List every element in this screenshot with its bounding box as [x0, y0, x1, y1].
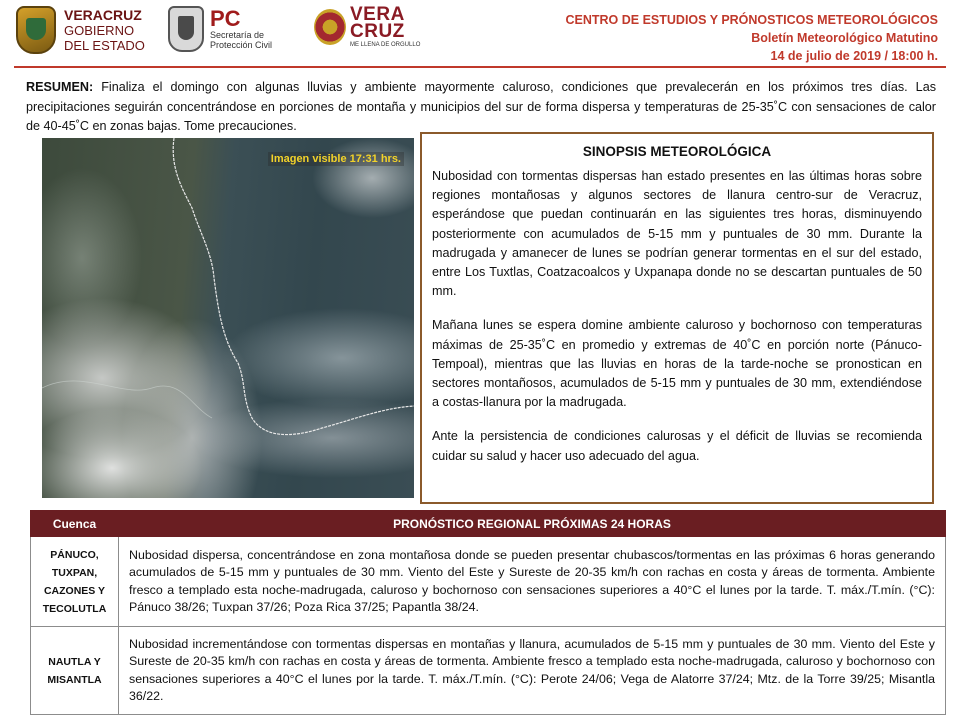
logo1-line1: VERACRUZ	[64, 6, 142, 23]
center-title: CENTRO DE ESTUDIOS Y PRÓNOSTICOS METEOROLÓGICOS	[565, 13, 938, 27]
summary-paragraph	[26, 78, 936, 137]
regional-forecast-table	[30, 510, 946, 715]
civil-protection-logo	[168, 6, 272, 52]
bulletin-subtitle: Boletín Meteorológico Matutino	[751, 31, 938, 45]
header-forecast: PRONÓSTICO REGIONAL PRÓXIMAS 24 HORAS	[119, 511, 946, 537]
synopsis-box	[420, 132, 934, 504]
veracruz-brand-mark-icon	[314, 9, 346, 45]
synopsis-paragraph-3: Ante la persistencia de condiciones calurosas y el déficit de lluvias se recomienda cuidar su salud y hacer uso adecuado del agua.	[432, 429, 922, 463]
synopsis-paragraph-1: Nubosidad con tormentas dispersas han estado presentes en las últimas horas sobre regiones montañosas y algunos sectores de llanura centro-sur de Veracruz, esperándose que puedan continuarán en las siguientes tres horas, disminuyendo posteriormente con acumulados de 5-15 mm y puntuales de 30 mm. Durante la madrugada y amanecer de lunes se podrían generar tormentas en el sur del estado, entre Los Tuxtlas, Coatzacoalcos y Uxpanapa donde no se descartan puntuales de 50 mm.	[432, 169, 922, 299]
synopsis-paragraph-2: Mañana lunes se espera domine ambiente caluroso y bochornoso con temperaturas máximas de 25-35˚C en promedio y extremas de 40˚C en porción norte (Pánuco-Tempoal), mientras que las lluvias en horas de la tarde-noche se pronostican en sectores montañosos, acumulados de 5-15 mm y puntuales de 30 mm, extendiéndose a costas-llanura por la madrugada.	[432, 318, 922, 410]
table-header-row	[31, 511, 946, 537]
veracruz-government-logo	[16, 6, 145, 54]
summary-label: RESUMEN:	[26, 80, 94, 94]
satellite-image	[42, 138, 414, 498]
header-divider	[14, 66, 946, 68]
basin-name: PÁNUCO, TUXPAN, CAZONES Y TECOLUTLA	[31, 537, 119, 627]
logo1-line2: GOBIERNO	[64, 22, 135, 38]
basin-name: NAUTLA Y MISANTLA	[31, 627, 119, 715]
logo3-line2: CRUZ	[350, 21, 405, 42]
logo3-tagline: ME LLENA DE ORGULLO	[350, 42, 421, 48]
header-cuenca: Cuenca	[31, 511, 119, 537]
bulletin-heading	[566, 11, 939, 65]
logo3-line1: VERA	[350, 4, 405, 25]
table-row	[31, 537, 946, 627]
table-row	[31, 627, 946, 715]
logo2-line2: Protección Civil	[210, 40, 273, 50]
summary-text: Finaliza el domingo con algunas lluvias y ambiente mayormente caluroso, condiciones que prevalecerán en los próximos tres días. Las precipitaciones seguirán concentrándose en porciones de montaña y municipios del sur de forma dispersa y temperaturas de 25-35˚C con sensaciones de calor de 40-45˚C en zonas bajas. Tome precauciones.	[26, 80, 936, 133]
logo2-line1: Secretaría de	[210, 30, 265, 40]
logo2-abbr: PC	[210, 6, 241, 31]
coastline-outline	[42, 138, 414, 498]
veracruz-brand-logo	[314, 6, 420, 48]
bulletin-date: 14 de julio de 2019 / 18:00 h.	[770, 49, 938, 63]
basin-forecast: Nubosidad dispersa, concentrándose en zona montañosa donde se pueden presentar chubascos/tormentas en las próximas 6 horas generando acumulados de 5-15 mm y puntuales de 30 mm. Viento del Este y Sureste de 20-35 km/h con rachas en costa y áreas de tormenta. Ambiente fresco a templado esta noche-madrugada, caluroso y bochornoso con sensaciones superiores a 40°C el lunes por la tarde. T. máx./T.mín. (°C): Pánuco 38/26; Tuxpan 37/26; Poza Rica 37/25; Papantla 38/24.	[119, 537, 946, 627]
basin-forecast: Nubosidad incrementándose con tormentas dispersas en montañas y llanura, acumulados de 5-15 mm y puntuales de 30 mm. Viento del Este y Sureste de 20-35 km/h con rachas en costa y áreas de tormenta. Ambiente fresco a templado esta noche-madrugada, caluroso y bochornoso con sensaciones superiores a 40°C el lunes por la tarde. T. máx./T.mín. (°C): Perote 24/06; Vega de Alatorre 37/24; Mtz. de la Torre 39/25; Misantla 36/22.	[119, 627, 946, 715]
synopsis-title: SINOPSIS METEOROLÓGICA	[582, 144, 772, 159]
veracruz-shield-icon	[16, 6, 56, 54]
civil-protection-emblem-icon	[168, 6, 204, 52]
page-header	[0, 0, 960, 68]
logo1-line3: DEL ESTADO	[64, 37, 145, 53]
satellite-timestamp-label: Imagen visible 17:31 hrs.	[268, 152, 404, 166]
